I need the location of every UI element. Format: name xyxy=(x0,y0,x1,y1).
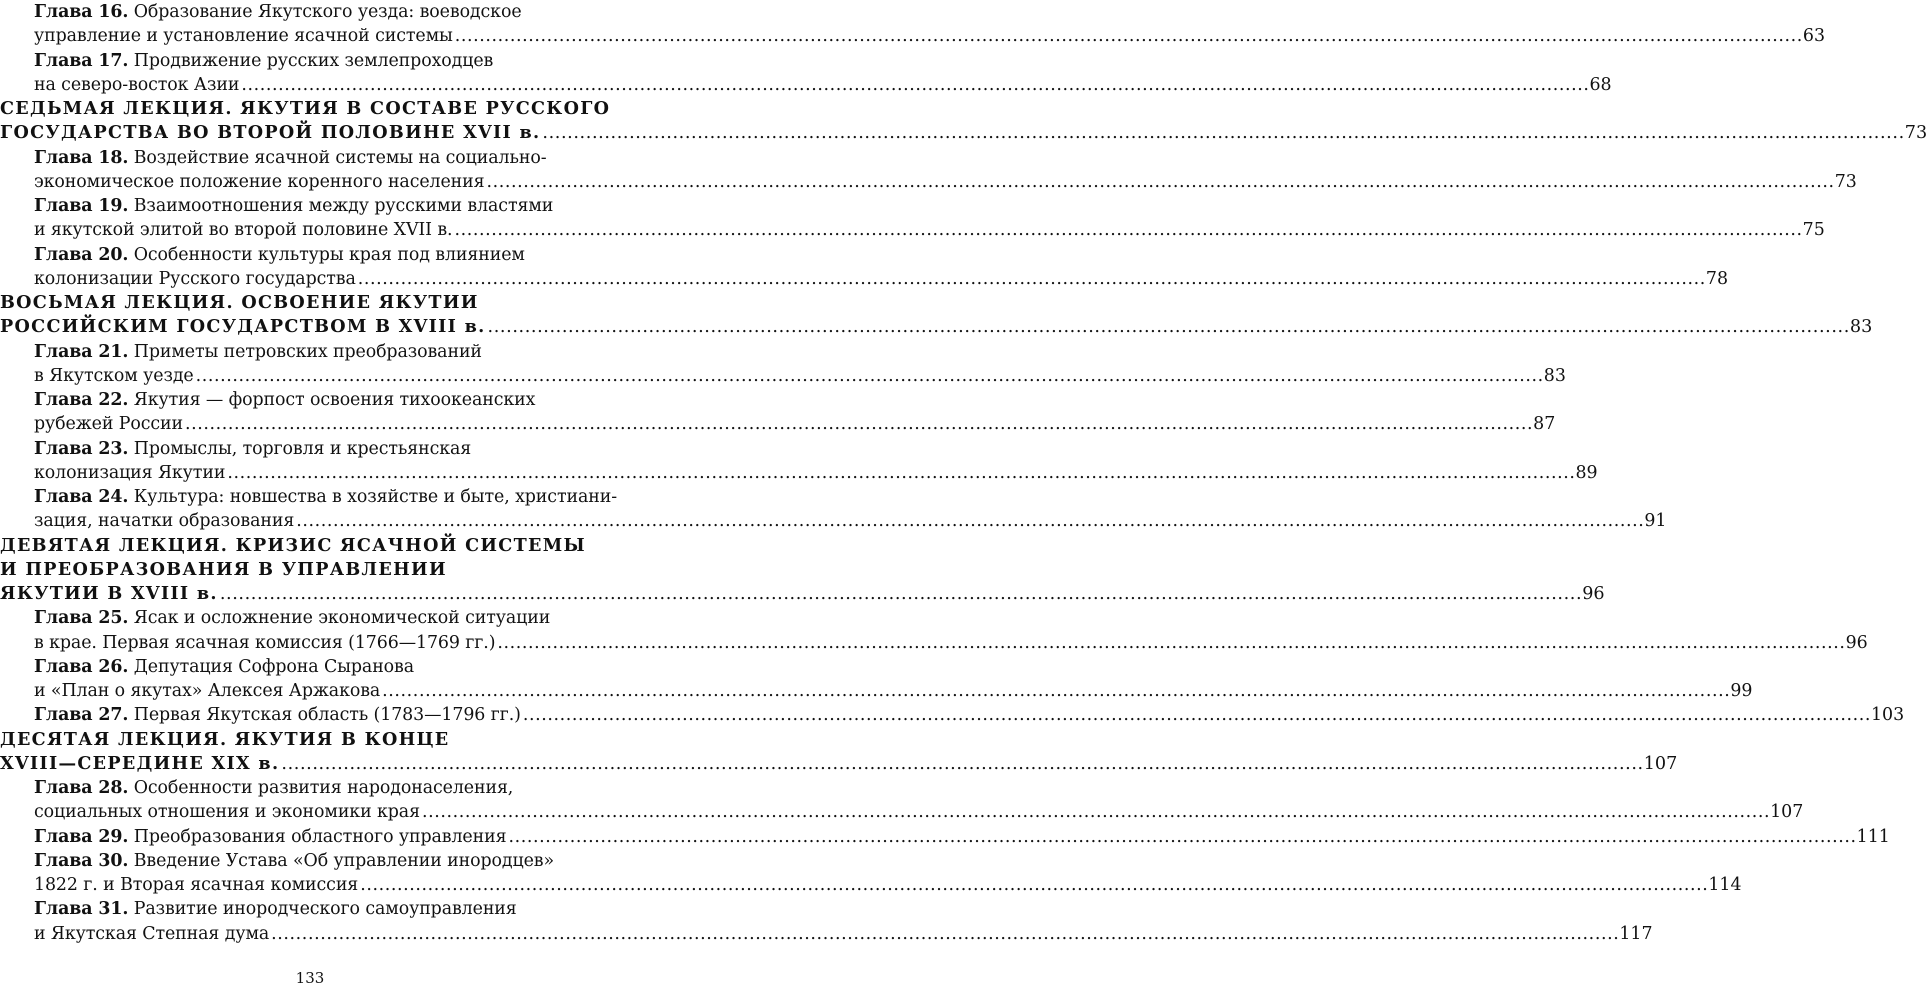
toc-lecture-entry xyxy=(0,291,1873,340)
toc-line xyxy=(0,800,1804,824)
toc-line xyxy=(0,315,1873,339)
toc-chapter-entry xyxy=(0,437,1598,486)
toc-line xyxy=(0,825,1890,849)
toc-line xyxy=(0,849,618,873)
dot-leader: ............................................................................................................................................................................................................................ xyxy=(454,220,1803,241)
dot-leader: ............................................................................................................................................................................................................................ xyxy=(382,681,1731,701)
entry-page-number: 68 xyxy=(1589,74,1612,95)
toc-chapter-entry xyxy=(0,146,1857,195)
entry-page-number: 103 xyxy=(1870,705,1905,726)
entry-title-text: Особенности развития народонаселения, xyxy=(133,778,514,798)
dot-leader: ............................................................................................................................................................................................................................ xyxy=(281,753,1644,774)
entry-title-text: рубежей России xyxy=(34,414,183,435)
dot-leader: ............................................................................................................................................................................................................................ xyxy=(184,414,1534,435)
entry-page-number: 63 xyxy=(1802,26,1826,47)
entry-title-text: на северо-восток Азии xyxy=(34,74,240,95)
toc-line xyxy=(0,49,618,73)
toc-line xyxy=(0,388,618,412)
entry-title-text: Первая Якутская область (1783—1796 гг.) xyxy=(133,705,521,726)
chapter-label: Глава 20. xyxy=(34,244,129,265)
toc-chapter-entry xyxy=(0,243,1729,292)
toc-line xyxy=(0,218,1825,242)
toc-line xyxy=(0,873,1742,897)
entry-title-text: XVIII—СЕРЕДИНЕ XIX в. xyxy=(0,752,280,774)
toc-line-text xyxy=(34,825,506,849)
toc-line-text xyxy=(34,800,420,824)
entry-title-text: Ясак и осложнение экономической ситуации xyxy=(133,608,551,629)
dot-leader: ............................................................................................................................................................................................................................ xyxy=(486,171,1835,192)
toc-lecture-entry xyxy=(0,534,1605,607)
chapter-label: Глава 28. xyxy=(34,778,129,798)
toc-line xyxy=(0,24,1826,48)
toc-line-text xyxy=(34,73,239,97)
toc-line xyxy=(0,752,1678,776)
chapter-label: Глава 24. xyxy=(34,487,129,507)
entry-page-number: 91 xyxy=(1644,511,1667,532)
entry-title-text: колонизация Якутии xyxy=(34,462,226,483)
page-number: 133 xyxy=(295,969,325,987)
toc-line xyxy=(0,0,618,24)
toc-line xyxy=(0,291,618,315)
entry-title-text: в крае. Первая ясачная комиссия (1766—1769 гг.) xyxy=(34,632,496,653)
toc-chapter-entry xyxy=(0,849,1742,898)
chapter-label: Глава 19. xyxy=(34,196,129,216)
toc-line xyxy=(0,679,1753,703)
toc-line xyxy=(0,194,618,218)
entry-title-text: Преобразования областного управления xyxy=(133,826,507,847)
entry-title-text: зация, начатки образования xyxy=(34,511,295,532)
entry-title-text: ЯКУТИИ В XVIII в. xyxy=(0,583,218,604)
entry-page-number: 89 xyxy=(1575,462,1598,483)
chapter-label: Глава 23. xyxy=(34,438,129,459)
entry-title-text: И ПРЕОБРАЗОВАНИЯ В УПРАВЛЕНИИ xyxy=(0,558,447,580)
dot-leader: ............................................................................................................................................................................................................................ xyxy=(195,365,1544,386)
toc-line-text xyxy=(0,315,486,339)
toc-line xyxy=(0,243,618,267)
entry-page-number: 117 xyxy=(1619,923,1653,944)
toc-line xyxy=(0,606,618,630)
entry-title-text: колонизации Русского государства xyxy=(34,268,356,289)
dot-leader: ............................................................................................................................................................................................................................ xyxy=(454,26,1803,47)
dot-leader: ............................................................................................................................................................................................................................ xyxy=(296,511,1645,532)
toc-line-text xyxy=(34,461,225,485)
dot-leader: ............................................................................................................................................................................................................................ xyxy=(497,632,1846,653)
entry-title-text: Продвижение русских землепроходцев xyxy=(133,50,494,71)
entry-page-number: 107 xyxy=(1770,802,1804,823)
toc-line-text xyxy=(34,631,495,655)
entry-title-text: социальных отношения и экономики края xyxy=(34,802,420,823)
toc-chapter-entry xyxy=(0,897,1653,946)
dot-leader: ............................................................................................................................................................................................................................ xyxy=(542,123,1905,144)
entry-page-number: 83 xyxy=(1849,317,1873,338)
toc-line xyxy=(0,922,1653,946)
toc-lecture-entry xyxy=(0,728,1678,777)
toc-line xyxy=(0,558,618,582)
toc-line-text xyxy=(34,170,485,194)
chapter-label: Глава 22. xyxy=(34,390,129,410)
chapter-label: Глава 25. xyxy=(34,608,129,629)
toc-line xyxy=(0,582,1605,606)
toc-chapter-entry xyxy=(0,485,1667,534)
toc-lecture-entry xyxy=(0,97,1927,146)
entry-title-text: Введение Устава «Об управлении инородцев» xyxy=(133,850,555,871)
toc-line xyxy=(0,97,618,121)
chapter-label: Глава 29. xyxy=(34,826,129,847)
toc-chapter-entry xyxy=(0,194,1825,243)
entry-title-text: СЕДЬМАЯ ЛЕКЦИЯ. ЯКУТИЯ В СОСТАВЕ РУССКОГО xyxy=(0,98,611,119)
chapter-label: Глава 26. xyxy=(34,656,129,677)
entry-page-number: 83 xyxy=(1543,365,1566,386)
entry-title-text: Промыслы, торговля и крестьянская xyxy=(133,438,472,459)
toc-line-text xyxy=(0,121,540,145)
toc-chapter-entry xyxy=(0,703,1905,727)
entry-page-number: 111 xyxy=(1856,826,1890,847)
toc-line xyxy=(0,146,618,170)
toc-chapter-entry xyxy=(0,0,1826,49)
entry-page-number: 87 xyxy=(1533,414,1556,435)
chapter-label: Глава 16. xyxy=(34,2,129,22)
entry-title-text: Депутация Софрона Сыранова xyxy=(133,656,415,677)
toc-line xyxy=(0,655,618,679)
entry-title-text: РОССИЙСКИМ ГОСУДАРСТВОМ В XVIII в. xyxy=(0,316,486,338)
toc-line xyxy=(0,509,1667,533)
toc-line xyxy=(0,703,1905,727)
dot-leader: ............................................................................................................................................................................................................................ xyxy=(487,317,1850,338)
dot-leader: ............................................................................................................................................................................................................................ xyxy=(421,802,1771,823)
entry-title-text: Особенности культуры края под влиянием xyxy=(133,244,525,265)
toc-line xyxy=(0,364,1566,388)
entry-title-text: Воздействие ясачной системы на социально- xyxy=(133,147,547,168)
toc-line xyxy=(0,340,618,364)
dot-leader: ............................................................................................................................................................................................................................ xyxy=(271,923,1620,944)
entry-page-number: 96 xyxy=(1582,584,1605,604)
dot-leader: ............................................................................................................................................................................................................................ xyxy=(522,705,1871,726)
toc-line-text xyxy=(34,922,269,946)
toc-line-text xyxy=(34,218,453,242)
entry-title-text: Взаимоотношения между русскими властями xyxy=(133,196,554,216)
toc-line xyxy=(0,631,1868,655)
entry-title-text: Якутия — форпост освоения тихоокеанских xyxy=(133,390,536,410)
toc-chapter-entry xyxy=(0,49,1612,98)
chapter-label: Глава 18. xyxy=(34,147,129,168)
toc-line xyxy=(0,776,618,800)
toc-line xyxy=(0,461,1598,485)
chapter-label: Глава 27. xyxy=(34,705,129,726)
entry-title-text: Приметы петровских преобразований xyxy=(133,341,482,362)
toc-line xyxy=(0,267,1729,291)
chapter-label: Глава 30. xyxy=(34,850,129,871)
toc-line xyxy=(0,437,618,461)
toc-chapter-entry xyxy=(0,776,1804,825)
toc-line xyxy=(0,534,618,558)
toc-chapter-entry xyxy=(0,655,1753,704)
toc-line xyxy=(0,73,1612,97)
toc-chapter-entry xyxy=(0,388,1556,437)
toc-line-text xyxy=(0,582,218,606)
entry-title-text: экономическое положение коренного населения xyxy=(34,171,485,192)
dot-leader: ............................................................................................................................................................................................................................ xyxy=(241,74,1590,95)
toc-chapter-entry xyxy=(0,340,1566,389)
entry-title-text: и «План о якутах» Алексея Аржакова xyxy=(34,681,381,701)
entry-title-text: и Якутская Степная дума xyxy=(34,923,270,944)
entry-title-text: Культура: новшества в хозяйстве и быте, христиани- xyxy=(133,487,617,507)
entry-title-text: Развитие инородческого самоуправления xyxy=(133,899,517,920)
dot-leader: ............................................................................................................................................................................................................................ xyxy=(508,826,1857,847)
toc-line-text xyxy=(34,703,521,727)
entry-page-number: 73 xyxy=(1904,123,1927,144)
entry-title-text: ВОСЬМАЯ ЛЕКЦИЯ. ОСВОЕНИЕ ЯКУТИИ xyxy=(0,292,479,313)
toc-line-text xyxy=(34,873,358,897)
toc-line xyxy=(0,121,1927,145)
toc-line-text xyxy=(34,679,380,703)
dot-leader: ............................................................................................................................................................................................................................ xyxy=(219,584,1583,604)
dot-leader: ............................................................................................................................................................................................................................ xyxy=(360,875,1709,895)
chapter-label: Глава 17. xyxy=(34,50,129,71)
toc-line-text xyxy=(34,412,183,436)
entry-title-text: в Якутском уезде xyxy=(34,365,194,386)
entry-title-text: Образование Якутского уезда: воеводское xyxy=(133,2,522,22)
entry-title-text: ДЕВЯТАЯ ЛЕКЦИЯ. КРИЗИС ЯСАЧНОЙ СИСТЕМЫ xyxy=(0,534,586,556)
chapter-label: Глава 21. xyxy=(34,341,129,362)
toc-line xyxy=(0,897,618,921)
chapter-label: Глава 31. xyxy=(34,899,129,920)
toc-line-text xyxy=(34,267,356,291)
toc-line xyxy=(0,170,1857,194)
dot-leader: ............................................................................................................................................................................................................................ xyxy=(357,268,1706,289)
toc-line xyxy=(0,485,618,509)
entry-page-number: 114 xyxy=(1708,875,1742,895)
entry-title-text: 1822 г. и Вторая ясачная комиссия xyxy=(34,875,359,895)
toc-line xyxy=(0,412,1556,436)
toc-line-text xyxy=(34,509,294,533)
entry-page-number: 73 xyxy=(1834,171,1857,192)
toc-line-text xyxy=(34,24,453,48)
dot-leader: ............................................................................................................................................................................................................................ xyxy=(227,462,1576,483)
entry-page-number: 78 xyxy=(1705,268,1729,289)
toc-line xyxy=(0,728,618,752)
toc-line-text xyxy=(34,364,194,388)
entry-title-text: управление и установление ясачной системы xyxy=(34,26,453,47)
entry-page-number: 96 xyxy=(1845,632,1868,653)
entry-title-text: ДЕСЯТАЯ ЛЕКЦИЯ. ЯКУТИЯ В КОНЦЕ xyxy=(0,728,450,750)
entry-page-number: 107 xyxy=(1643,753,1678,774)
entry-page-number: 75 xyxy=(1802,220,1825,241)
entry-page-number: 99 xyxy=(1730,681,1753,701)
entry-title-text: ГОСУДАРСТВА ВО ВТОРОЙ ПОЛОВИНЕ XVII в. xyxy=(0,122,541,144)
toc-chapter-entry xyxy=(0,825,1890,849)
toc-line-text xyxy=(0,752,279,776)
toc-chapter-entry xyxy=(0,606,1868,655)
entry-title-text: и якутской элитой во второй половине XVII в. xyxy=(34,220,453,241)
